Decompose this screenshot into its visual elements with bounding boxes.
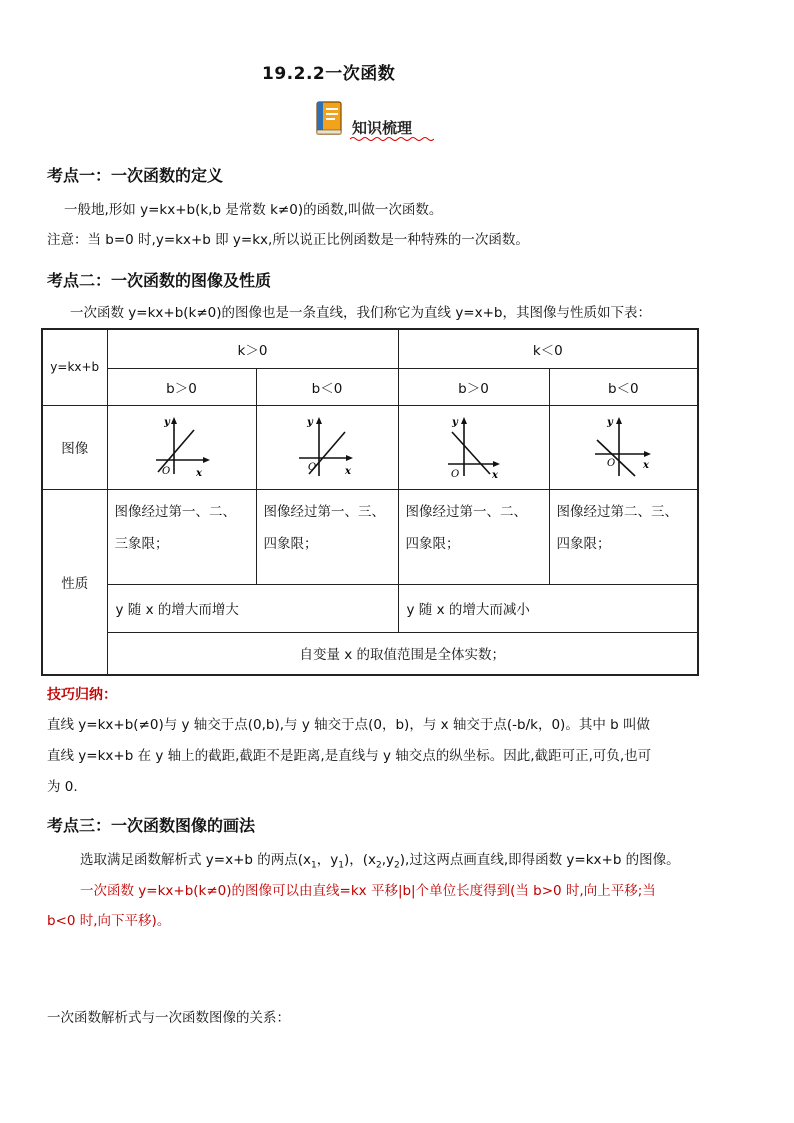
- quadrant-line: 四象限；: [405, 535, 460, 552]
- graph-cell: [398, 405, 549, 489]
- table-corner: y=kx+b: [42, 329, 107, 405]
- origin-label: O: [308, 462, 317, 473]
- quadrant-line: 图像经过第一、二、: [114, 503, 236, 520]
- quadrant-line: 图像经过第一、二、: [405, 503, 528, 520]
- badge-label: 知识梳理: [352, 119, 413, 137]
- tips-heading: 技巧归纳：: [47, 687, 117, 703]
- table-intro: 一次函数 y=kx+b(k≠0)的图像也是一条直线，我们称它为直线 y=x+b，其图像与性质如下表：: [70, 305, 651, 321]
- note-line: 注意：当 b=0 时,y=kx+b 即 y=kx,所以说正比例函数是一种特殊的一次函数。: [47, 232, 529, 248]
- quadrant-cell: [398, 489, 549, 584]
- definition-line: 一般地,形如 y=kx+b(k,b 是常数 k≠0)的函数,叫做一次函数。: [64, 202, 443, 218]
- y-label: y: [607, 417, 614, 428]
- section-heading-2: 考点二：一次函数的图像及性质: [47, 271, 272, 290]
- graph-cell: [549, 405, 698, 489]
- translation-line: b<0 时,向下平移)。: [47, 913, 171, 929]
- function-line: [452, 432, 490, 474]
- quadrant-line: 四象限；: [263, 535, 318, 552]
- tips-line: 直线 y=kx+b 在 y 轴上的截距,截距不是距离,是直线与 y 轴交点的纵坐标。因此,截距可正,可负,也可: [47, 748, 652, 764]
- header-k-positive: k＞0: [107, 329, 398, 368]
- y-label: y: [163, 417, 170, 428]
- header-b-negative: b＜0: [549, 368, 698, 405]
- x-label: x: [195, 468, 202, 479]
- x-axis-arrow: [493, 461, 500, 467]
- header-b-negative: b＜0: [256, 368, 398, 405]
- section-heading-1: 考点一：一次函数的定义: [47, 166, 224, 185]
- quadrant-cell: [107, 489, 256, 584]
- header-k-negative: k＜0: [398, 329, 698, 368]
- translation-line: 一次函数 y=kx+b(k≠0)的图像可以由直线=kx 平移|b|个单位长度得到(当 b>0 时,向上平移;当: [80, 883, 656, 899]
- quadrant-cell: [256, 489, 398, 584]
- x-label: x: [345, 466, 351, 477]
- graph-cell: [256, 405, 398, 489]
- line-graph-kpos-bpos: [150, 414, 214, 480]
- x-axis-arrow: [346, 455, 353, 461]
- header-b-positive: b＞0: [107, 368, 256, 405]
- line-graph-kneg-bneg: [591, 414, 655, 480]
- origin-label: O: [161, 466, 170, 477]
- page-title: 19.2.2一次函数: [262, 64, 396, 84]
- badge-underline: [350, 136, 434, 141]
- quadrant-line: 三象限；: [114, 535, 169, 552]
- quadrant-line: 图像经过第二、三、: [556, 503, 679, 520]
- y-label: y: [307, 417, 313, 428]
- graph-cell: [107, 405, 256, 489]
- y-axis-arrow: [461, 417, 467, 424]
- y-label: y: [451, 417, 458, 428]
- row-label-image: 图像: [42, 405, 107, 489]
- section-heading-3: 考点三：一次函数图像的画法: [47, 816, 256, 835]
- knowledge-badge: [314, 98, 434, 140]
- origin-label: O: [450, 469, 459, 480]
- function-line: [597, 440, 635, 476]
- tips-line: 为 0.: [47, 779, 78, 795]
- line-graph-kpos-bneg: [295, 414, 359, 480]
- tips-line: 直线 y=kx+b(≠0)与 y 轴交于点(0,b),与 y 轴交于点(0，b)，与 x 轴交于点(-b/k，0)。其中 b 叫做: [47, 717, 650, 733]
- line-graph-kneg-bpos: [442, 414, 506, 480]
- drawing-method-line: 选取满足函数解析式 y=x+b 的两点($x_1$，$y_1$)，$(x_2,y_2)$,过这两点画直线,即得函数 y=kx+b 的图像。: [80, 852, 680, 871]
- y-axis-arrow: [171, 417, 177, 424]
- row-label-properties: 性质: [42, 489, 107, 675]
- quadrant-line: 四象限；: [556, 535, 611, 552]
- header-b-positive: b＞0: [398, 368, 549, 405]
- x-axis-arrow: [203, 457, 210, 463]
- trend-decreasing: y 随 x 的增大而减小: [398, 584, 698, 632]
- x-label: x: [491, 470, 498, 480]
- domain-note: 自变量 x 的取值范围是全体实数；: [107, 632, 698, 675]
- quadrant-line: 图像经过第一、三、: [263, 503, 385, 520]
- properties-table: [41, 328, 699, 676]
- x-axis-arrow: [644, 451, 651, 457]
- y-axis-arrow: [316, 417, 322, 424]
- book-icon: [314, 100, 344, 136]
- trend-increasing: y 随 x 的增大而增大: [107, 584, 398, 632]
- relationship-line: 一次函数解析式与一次函数图像的关系：: [47, 1010, 290, 1026]
- origin-label: O: [607, 458, 616, 469]
- quadrant-cell: [549, 489, 698, 584]
- x-label: x: [643, 460, 650, 471]
- y-axis-arrow: [616, 417, 622, 424]
